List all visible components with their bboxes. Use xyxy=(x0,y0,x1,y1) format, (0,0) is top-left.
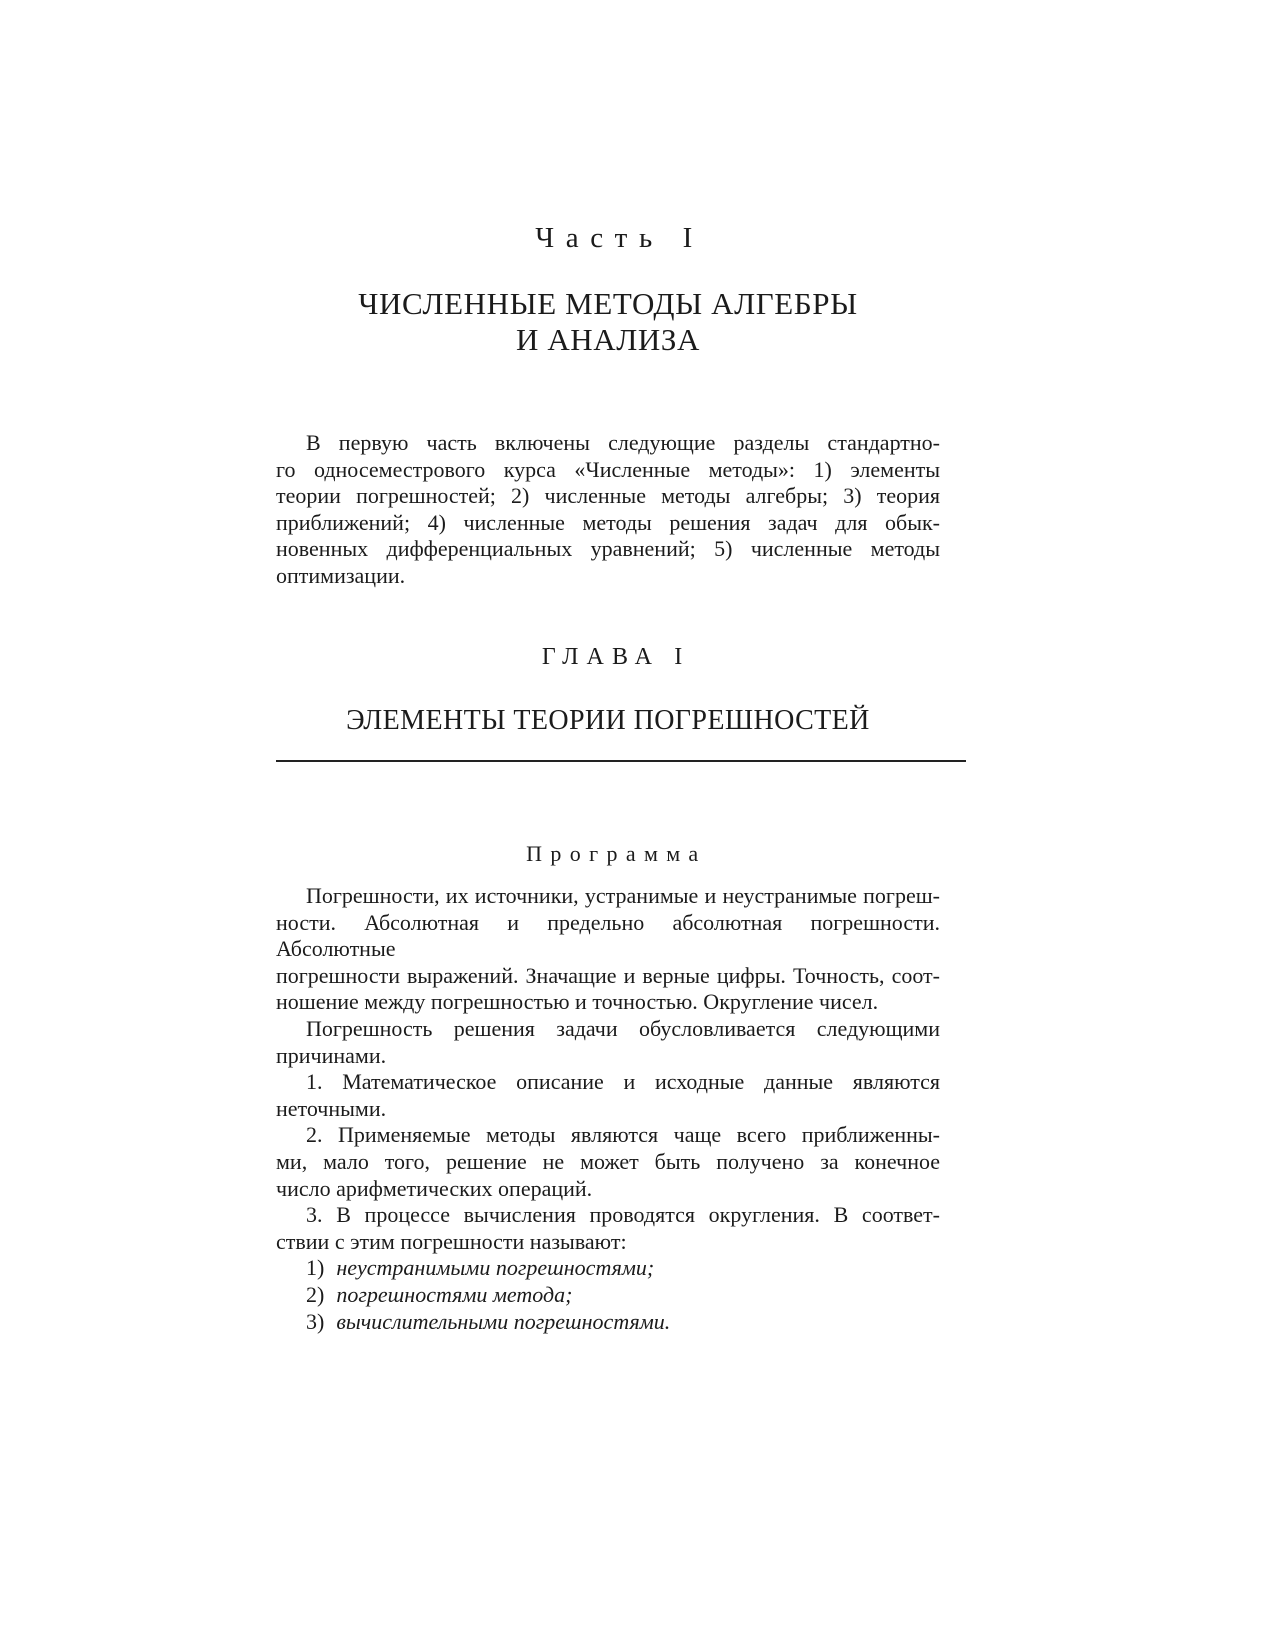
list-item-text: неустранимыми погрешностями; xyxy=(336,1255,655,1281)
text-line: приближений; 4) численные методы решения задач для обык- xyxy=(276,509,940,535)
text-line: оптимизации. xyxy=(276,562,406,588)
text-line: 1. Математическое описание и исходные данные являются xyxy=(306,1069,940,1095)
text-line: Погрешности, их источники, устранимые и неустранимые погреш- xyxy=(306,883,940,908)
section-divider xyxy=(276,760,966,762)
error-type-list-item xyxy=(276,1309,940,1336)
program-heading: Программа xyxy=(526,841,707,866)
text-line: 3. В процессе вычисления проводятся округления. В соответ- xyxy=(306,1202,940,1228)
text-line: погрешности выражений. Значащие и верные цифры. Точность, соот- xyxy=(276,962,940,988)
text-line: ми, мало того, решение не может быть получено за конечное xyxy=(276,1148,940,1174)
chapter-heading: ГЛАВА I xyxy=(541,644,691,670)
chapter-title: ЭЛЕМЕНТЫ ТЕОРИИ ПОГРЕШНОСТЕЙ xyxy=(346,705,870,736)
list-item-text: вычислительными погрешностями. xyxy=(336,1308,671,1334)
list-item-number: 1) xyxy=(306,1255,325,1281)
part-title xyxy=(276,286,940,358)
text-line: го односеместрового курса «Численные методы»: 1) элементы xyxy=(276,456,940,482)
list-item-number: 2) xyxy=(306,1281,325,1307)
part-heading: Часть I xyxy=(535,222,704,254)
text-line: неточными. xyxy=(276,1095,387,1121)
text-line: новенных дифференциальных уравнений; 5) численные методы xyxy=(276,536,940,562)
program-body xyxy=(276,883,940,1335)
text-line: ношение между погрешностью и точностью. Округление чисел. xyxy=(276,989,879,1015)
text-line: ствии с этим погрешности называют: xyxy=(276,1228,627,1254)
text-line: В первую часть включены следующие разделы стандартно- xyxy=(306,430,940,455)
intro-paragraph xyxy=(276,430,940,590)
list-item-number: 3) xyxy=(306,1308,325,1334)
text-line: причинами. xyxy=(276,1042,387,1068)
text-line: ности. Абсолютная и предельно абсолютная погрешности. Абсолютные xyxy=(276,909,940,962)
text-line: теории погрешностей; 2) численные методы алгебры; 3) теория xyxy=(276,483,940,509)
list-item-text: погрешностями метода; xyxy=(336,1281,573,1307)
error-type-list-item xyxy=(276,1255,940,1282)
text-line: Погрешность решения задачи обусловливается следующими xyxy=(306,1015,940,1041)
error-type-list-item xyxy=(276,1282,940,1309)
part-title-line-1: ЧИСЛЕННЫЕ МЕТОДЫ АЛГЕБРЫ xyxy=(358,286,858,321)
part-title-line-2: И АНАЛИЗА xyxy=(515,322,701,357)
text-line: число арифметических операций. xyxy=(276,1175,593,1201)
text-line: 2. Применяемые методы являются чаще всего приближенны- xyxy=(306,1122,940,1148)
